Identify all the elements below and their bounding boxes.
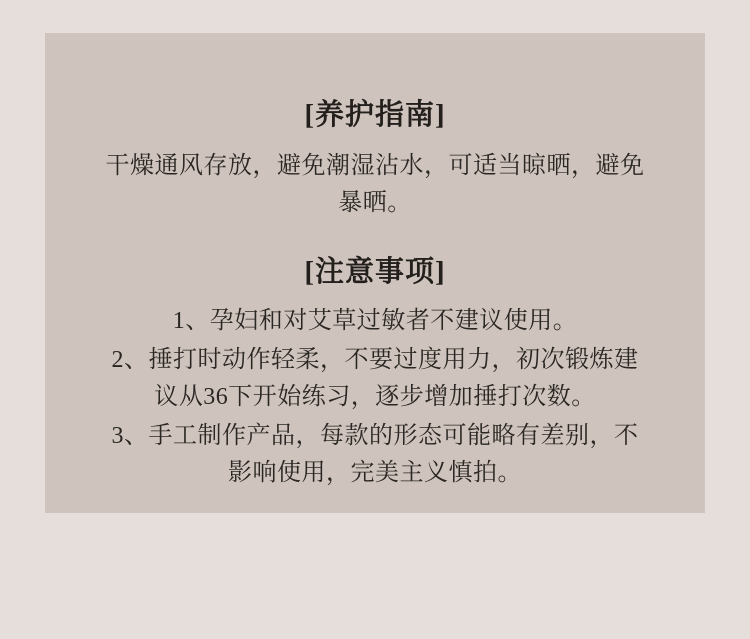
notice-title: [注意事项] [304,255,446,288]
list-item: 3、手工制作产品，每款的形态可能略有差别，不影响使用，完美主义慎拍。 [111,423,639,487]
care-guide-body: 干燥通风存放，避免潮湿沾水，可适当晾晒，避免暴晒。 [105,152,645,216]
notice-list [100,303,650,493]
care-guide-title: [养护指南] [304,99,446,131]
info-card [45,33,705,513]
list-item: 2、捶打时动作轻柔，不要过度用力，初次锻炼建议从36下开始练习，逐步增加捶打次数。 [111,346,639,410]
list-item: 1、孕妇和对艾草过敏者不建议使用。 [172,307,578,334]
